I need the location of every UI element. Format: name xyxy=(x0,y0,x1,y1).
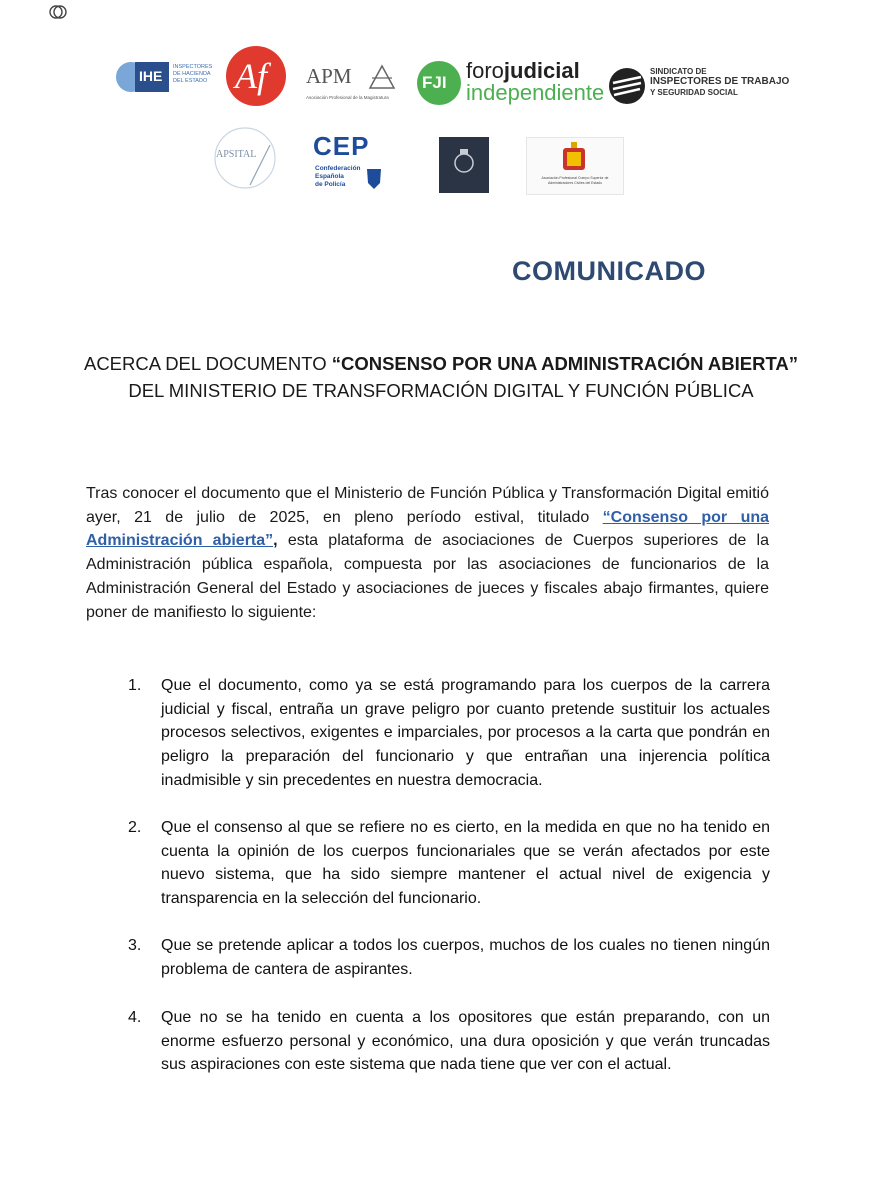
af-logo: Af xyxy=(225,45,287,107)
document-link[interactable]: “Consenso por una Administración abierta” xyxy=(86,508,770,550)
list-item-text: Que no se ha tenido en cuenta a los opositores que están preparando, con un enorme esfuerzo personal y económico, una dura oposición y que verán truncadas sus aspiraciones con este sistema que nada tiene que ver con el actual. xyxy=(161,1009,770,1074)
sindicato-inspectores-logo: SINDICATO DE INSPECTORES DE TRABAJO Y SEGURIDAD SOCIAL xyxy=(608,67,768,109)
intro-comma: , xyxy=(273,532,278,550)
heading-prefix: ACERCA DEL DOCUMENTO xyxy=(83,353,332,374)
cep-logo: CEP Confederación Española de Policía xyxy=(313,135,383,195)
list-item-number: 1. xyxy=(128,677,142,694)
asociacion-profesional-logo: Asociación Profesional Cuerpo Superior de Administradores Civiles del Estado xyxy=(526,137,624,195)
intro-part2: esta plataforma de asociaciones de Cuerpos superiores de la Administración pública española, compuesta por las asociaciones de funcionarios de la Administración General del Estado y asociaciones de jueces y fiscales abajo firmantes, quiere poner de manifiesto lo siguiente: xyxy=(86,532,769,621)
police-emblem-logo xyxy=(439,137,489,193)
page-title: COMUNICADO xyxy=(512,256,706,286)
logos-row-2 xyxy=(210,125,630,197)
list-item-number: 4. xyxy=(128,1009,142,1026)
heading-suffix: DEL MINISTERIO DE TRANSFORMACIÓN DIGITAL Y FUNCIÓN PÚBLICA xyxy=(128,380,754,401)
logos-row-1 xyxy=(108,42,790,112)
ihe-logo: IHE INSPECTORES DE HACIENDA DEL ESTADO xyxy=(113,56,211,98)
list-item-number: 2. xyxy=(128,819,142,836)
document-heading xyxy=(80,350,802,404)
intro-part1: Tras conocer el documento que el Ministerio de Función Pública y Transformación Digital emitió ayer, 21 de julio de 2025, en pleno período estival, titulado xyxy=(86,485,769,526)
heading-bold: “CONSENSO POR UNA ADMINISTRACIÓN ABIERTA” xyxy=(331,353,799,374)
list-item-text: Que el consenso al que se refiere no es cierto, en la medida en que no ha tenido en cuenta la opinión de los cuerpos funcionariales que se verán afectados por este nuevo sistema, que ha sido siempre mantener el actual nivel de exigencia y transparencia en la selección del funcionario. xyxy=(161,819,770,908)
copy-icon[interactable] xyxy=(48,4,68,20)
list-item-number: 3. xyxy=(128,937,142,954)
intro-paragraph xyxy=(86,482,769,624)
apsital-logo: APSITAL xyxy=(210,125,282,191)
fji-logo: FJI forojudicial independiente xyxy=(416,60,602,108)
apm-logo: APM Asociación Profesional de la Magistratura xyxy=(306,62,401,106)
list-item-text: Que el documento, como ya se está programando para los cuerpos de la carrera judicial y fiscal, entraña un grave peligro por cuanto pretende sustituir los actuales procesos selectivos, exigentes e imparciales, por procesos a la carta que pondrán en peligro la preparación del funcionario y que entrañan una injerencia política inadmisible y sin precedentes en nuestra democracia. xyxy=(161,677,770,789)
list-item-text: Que se pretende aplicar a todos los cuerpos, muchos de los cuales no tienen ningún problema de cantera de aspirantes. xyxy=(161,937,770,978)
